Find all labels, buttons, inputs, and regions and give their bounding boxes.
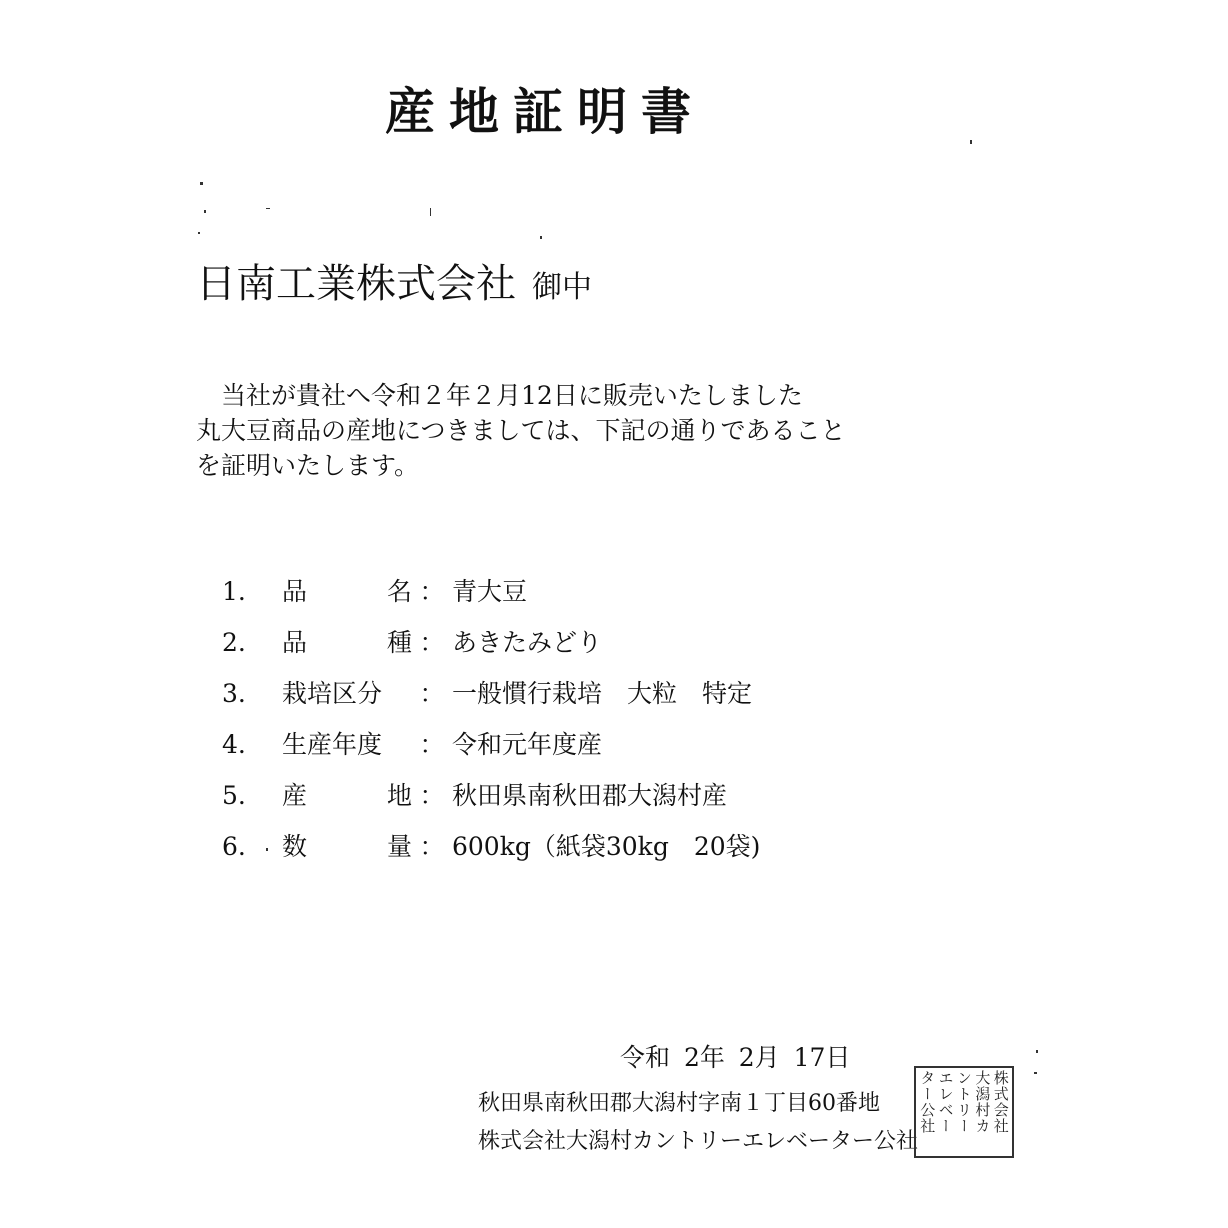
addressee [196, 252, 592, 309]
item-separator: ： [419, 679, 445, 708]
item-value: 青大豆 [452, 577, 528, 606]
seal-column: ントリー [954, 1070, 973, 1134]
item-label-char: 品 [282, 577, 308, 606]
scan-speck [970, 140, 972, 144]
item-number: 2. [222, 628, 246, 657]
item-row [222, 827, 760, 878]
issuer-name: 株式会社大潟村カントリーエレベーター公社 [478, 1129, 919, 1154]
item-value: 令和元年度産 [452, 730, 603, 759]
item-label-char: 量 [386, 832, 412, 861]
item-value: あきたみどり [452, 628, 603, 657]
item-label-char: 名 [386, 577, 412, 606]
issue-date: 令和 2年 2月 17日 [620, 1043, 851, 1072]
scan-speck [540, 236, 542, 239]
scan-speck [430, 208, 431, 216]
scan-speck [266, 208, 270, 209]
item-row [222, 674, 760, 725]
item-value: 600kg（紙袋30kg 20袋) [452, 832, 761, 861]
item-label [282, 674, 412, 710]
addressee-company: 日南工業株式会社 [196, 261, 516, 307]
item-list [222, 572, 760, 878]
item-row [222, 776, 760, 827]
item-number: 5. [222, 781, 246, 810]
certification-statement [196, 378, 976, 483]
seal-text [916, 1068, 1012, 1156]
statement-line: 当社が貴社へ令和２年２月12日に販売いたしました [196, 381, 803, 410]
item-row [222, 623, 760, 674]
item-number: 3. [222, 679, 246, 708]
item-row [222, 725, 760, 776]
item-separator: ： [419, 628, 445, 657]
item-number: 1. [222, 577, 246, 606]
seal-column: 大潟村カ [973, 1070, 992, 1134]
scan-speck [204, 210, 206, 213]
item-label-char: 産 [282, 781, 308, 810]
statement-line: を証明いたします。 [196, 451, 420, 480]
item-separator: ： [419, 781, 445, 810]
item-label [282, 623, 412, 659]
addressee-honorific: 御中 [532, 270, 592, 305]
item-separator: ： [419, 730, 445, 759]
seal-column: エレベー [936, 1070, 955, 1134]
item-label-char: 地 [386, 781, 412, 810]
scan-speck [198, 232, 200, 234]
item-label-char: 数 [282, 832, 308, 861]
item-label [282, 572, 412, 608]
scan-speck [1034, 1072, 1037, 1074]
item-value: 秋田県南秋田郡大潟村産 [452, 781, 728, 810]
scan-speck [200, 182, 203, 185]
item-label-char: 種 [386, 628, 412, 657]
scan-speck [1036, 1050, 1038, 1053]
item-label [282, 827, 412, 863]
item-label [282, 776, 412, 812]
item-number: 4. [222, 730, 246, 759]
statement-line: 丸大豆商品の産地につきましては、下記の通りであること [196, 416, 846, 445]
issuer-address: 秋田県南秋田郡大潟村字南１丁目60番地 [478, 1091, 880, 1116]
company-seal [914, 1066, 1014, 1158]
item-label-char: 品 [282, 628, 308, 657]
item-separator: ： [419, 577, 445, 606]
item-label-text: 生産年度 [282, 730, 383, 759]
document-title: 産地証明書 [385, 82, 705, 141]
seal-column: ター公社 [918, 1070, 937, 1134]
scan-speck [266, 848, 268, 851]
item-label [282, 725, 412, 761]
item-row [222, 572, 760, 623]
seal-column: 株式会社 [991, 1070, 1010, 1134]
item-label-text: 栽培区分 [282, 679, 383, 708]
item-value: 一般慣行栽培 大粒 特定 [452, 679, 753, 708]
item-number: 6. [222, 832, 246, 861]
item-separator: ： [419, 832, 445, 861]
